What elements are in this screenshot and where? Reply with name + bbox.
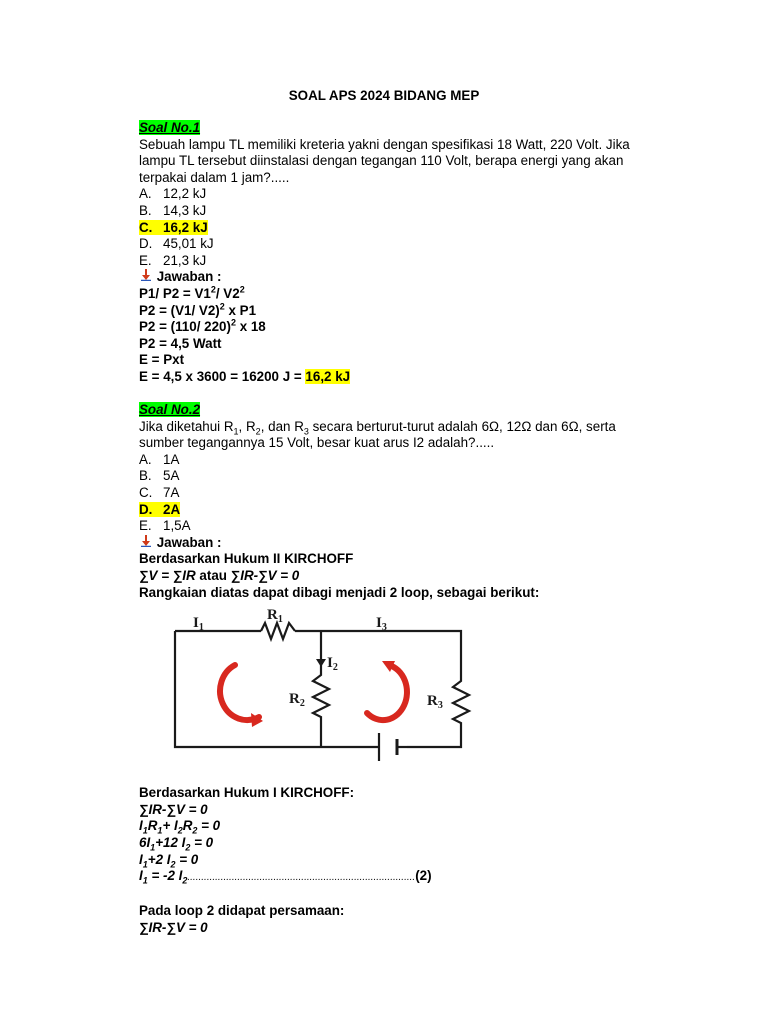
circuit-diagram [139, 609, 484, 777]
loop-1-arrow [220, 665, 259, 720]
svg-text:R3: $R_3$ [427, 693, 443, 712]
label-r2: R [289, 691, 300, 708]
label-i2: I [327, 655, 333, 672]
equation-3: $6I_1+12$ $I_2 = 0$ [139, 835, 214, 853]
q1-option-a: A. 12,2 kJ [139, 186, 207, 202]
q2-option-c: C. 7A [139, 485, 180, 501]
q2-option-d: D. 2A [139, 501, 181, 517]
label-i1: I [193, 615, 199, 632]
q1-answer-heading: Jawaban : [139, 269, 659, 286]
q1-step-4: P2 = 4,5 Watt [139, 335, 222, 351]
equation-1: ∑IR-∑V = 0 [139, 801, 208, 817]
question-2-label: Soal No.2 [139, 402, 201, 418]
svg-text:I1: $I_1$ [193, 615, 204, 634]
q1-step-5: E = Pxt [139, 352, 185, 368]
kirchoff-law-2-equation: ∑V = ∑IR atau ∑IR-∑V = 0 [139, 568, 300, 584]
loop-description: Rangkaian diatas dapat dibagi menjadi 2 loop, sebagai berikut: [139, 584, 540, 600]
svg-text:R2: $R_2$ [289, 691, 305, 710]
document-body [139, 120, 659, 937]
q2-answer-heading: Jawaban : [139, 535, 659, 552]
q1-step-6: E = 4,5 x 3600 = 16200 J = 16,2 kJ [139, 368, 351, 384]
kirchoff-law-2-heading: Berdasarkan Hukum II KIRCHOFF [139, 551, 354, 567]
q1-option-c: C. 16,2 kJ [139, 219, 208, 235]
label-r3: R [427, 693, 438, 710]
equation-5: $I_1 = -2$ $I_2..................................................................................(2)$ [139, 868, 432, 886]
equation-6: ∑IR-∑V = 0 [139, 919, 208, 935]
svg-text:R1: $R_1$ [267, 609, 283, 626]
q2-option-b: B. 5A [139, 468, 180, 484]
q1-step-1: P1/ $P2 = V1^2/$ $V2^2$ [139, 284, 245, 301]
loop-2-heading: Pada loop 2 didapat persamaan: [139, 903, 345, 919]
arrow-down-icon [139, 269, 153, 286]
q1-option-d: D. 45,01 kJ [139, 236, 214, 252]
arrow-down-icon [139, 535, 153, 552]
loop-2-arrow [367, 665, 407, 720]
question-1-label: Soal No.1 [139, 120, 201, 135]
q1-option-e: E. 21,3 kJ [139, 252, 207, 268]
equation-4: $I_1+2$ $I_2 = 0$ [139, 851, 199, 870]
q1-option-b: B. 14,3 kJ [139, 202, 207, 218]
equation-2: $I_1R_1+ I_2R_2 = 0$ [139, 818, 221, 837]
kirchoff-law-1-heading: Berdasarkan Hukum I KIRCHOFF: [139, 785, 355, 801]
q1-step-2: P2 = (V1/ V2)$^2$ x P1 [139, 301, 257, 318]
label-r1: R [267, 609, 278, 624]
q2-option-e: E. 1,5A [139, 518, 191, 534]
question-2-text: Jika diketahui $R_1$, $R_2$, dan $R_3$ secara berturut-turut adalah 6Ω, 12Ω dan 6Ω, serta sumber tegangannya 15 Volt, besar kuat arus I2 adalah?..... [139, 418, 616, 451]
svg-text:I2: $I_2$ [327, 655, 338, 674]
q1-step-3: P2 = (110/ 220)$^2$ x 18 [139, 317, 266, 335]
label-i3: I [376, 615, 382, 632]
q2-option-a: A. 1A [139, 451, 180, 467]
document-title: SOAL APS 2024 BIDANG MEP [288, 88, 480, 103]
svg-text:I3: $I_3$ [376, 615, 387, 634]
question-1-text: Sebuah lampu TL memiliki kreteria yakni dengan spesifikasi 18 Watt, 220 Volt. Jika lampu TL tersebut diinstalasi dengan tegangan 110 Volt, berapa energi yang akan terpakai dalam 1 jam?..... [139, 136, 630, 185]
